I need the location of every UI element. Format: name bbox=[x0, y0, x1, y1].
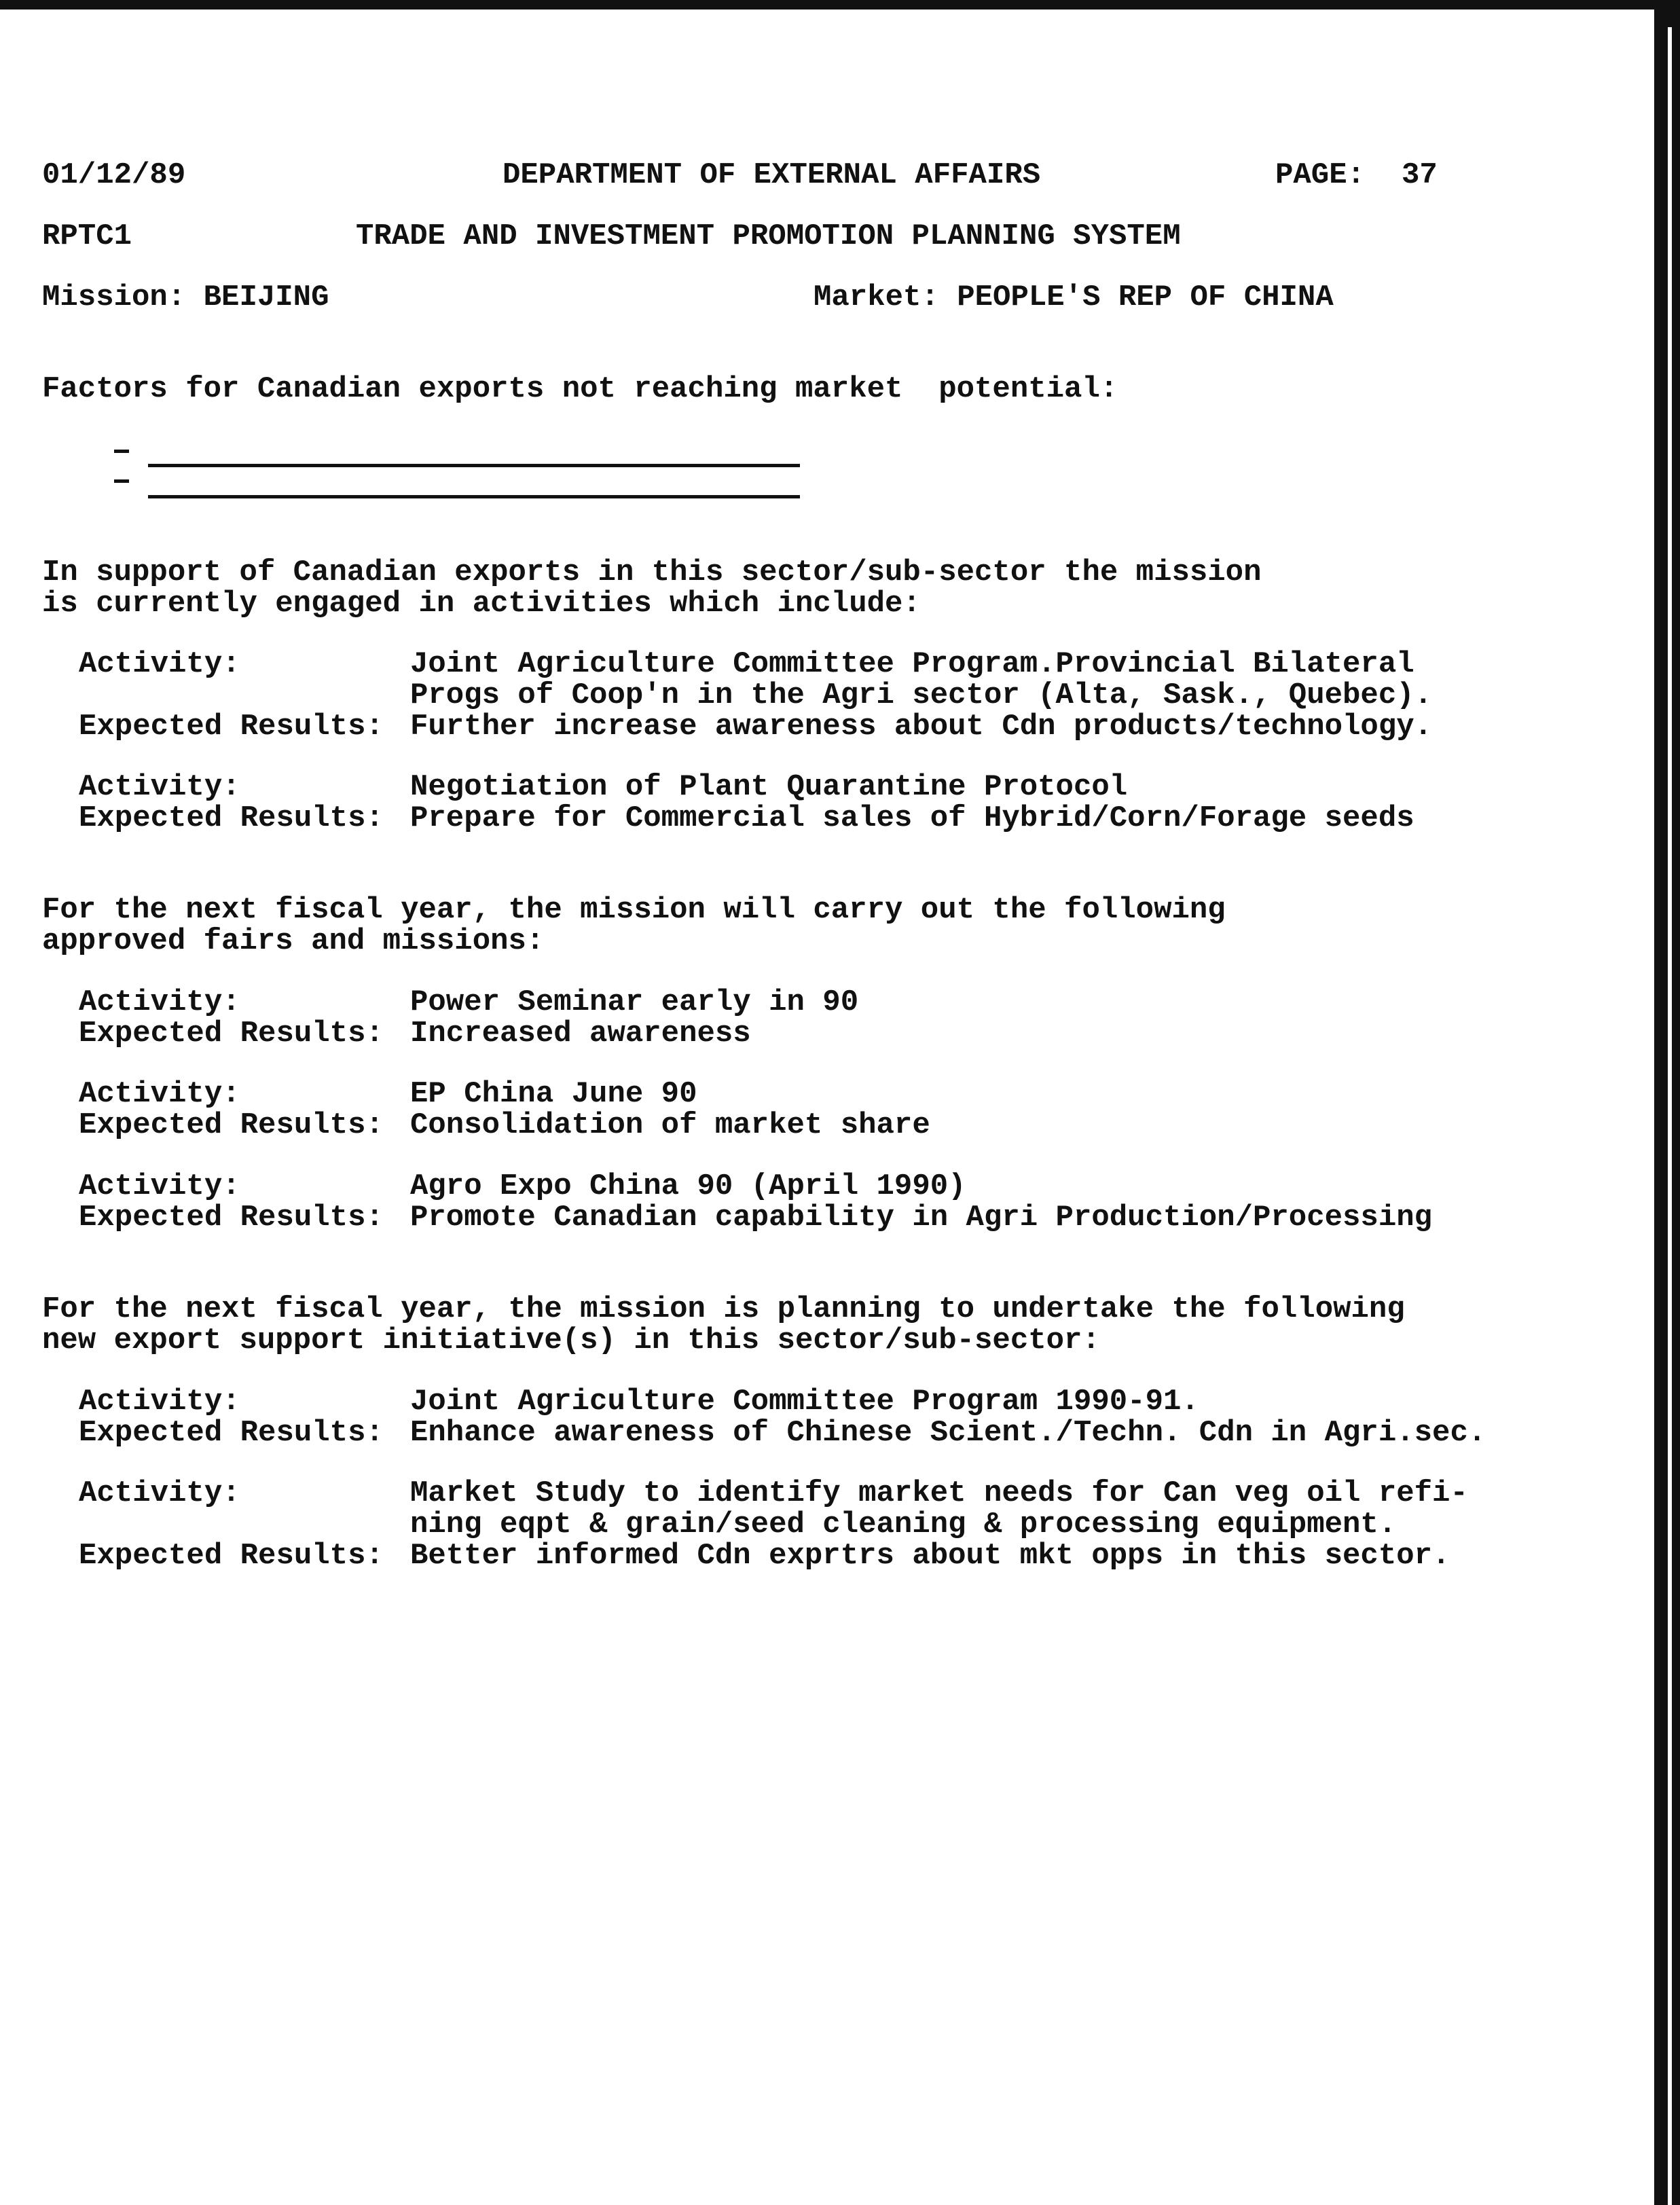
expected-results-text: Better informed Cdn exprtrs about mkt opps in this sector. bbox=[410, 1539, 1450, 1573]
factors-heading: Factors for Canadian exports not reaching market potential: bbox=[42, 372, 1118, 406]
expected-results-text: Increased awareness bbox=[410, 1017, 751, 1051]
activity-label: Activity: bbox=[79, 647, 240, 681]
activity-text-continued: ning eqpt & grain/seed cleaning & processing equipment. bbox=[410, 1508, 1397, 1542]
expected-results-label: Expected Results: bbox=[79, 1416, 384, 1450]
activity-label: Activity: bbox=[79, 1077, 240, 1111]
right-binding-gap bbox=[1668, 27, 1672, 2205]
expected-results-label: Expected Results: bbox=[79, 710, 384, 744]
right-binding-edge bbox=[1654, 0, 1680, 2205]
activity-text: Negotiation of Plant Quarantine Protocol bbox=[410, 770, 1128, 804]
expected-results-text: Enhance awareness of Chinese Scient./Techn. Cdn in Agri.sec. bbox=[410, 1416, 1486, 1450]
activity-label: Activity: bbox=[79, 1385, 240, 1419]
activity-text: Joint Agriculture Committee Program 1990-91. bbox=[410, 1385, 1199, 1419]
expected-results-text: Consolidation of market share bbox=[410, 1108, 930, 1142]
new-initiatives-intro-line-1: For the next fiscal year, the mission is planning to undertake the following bbox=[42, 1292, 1405, 1326]
mission-field: Mission: BEIJING bbox=[42, 280, 329, 314]
activity-text: Market Study to identify market needs for Can veg oil refi- bbox=[410, 1476, 1468, 1510]
current-activities-intro-line-1: In support of Canadian exports in this sector/sub-sector the mission bbox=[42, 555, 1262, 589]
report-date: 01/12/89 bbox=[42, 158, 186, 192]
factor-blank-line-1 bbox=[148, 464, 800, 467]
department-name: DEPARTMENT OF EXTERNAL AFFAIRS bbox=[503, 158, 1041, 192]
activity-text: EP China June 90 bbox=[410, 1077, 697, 1111]
activity-label: Activity: bbox=[79, 1476, 240, 1510]
factor-blank-line-2 bbox=[148, 495, 800, 498]
page-label: PAGE: bbox=[1275, 158, 1366, 192]
fairs-missions-intro-line-1: For the next fiscal year, the mission will carry out the following bbox=[42, 893, 1226, 927]
fairs-missions-intro-line-2: approved fairs and missions: bbox=[42, 924, 545, 958]
expected-results-label: Expected Results: bbox=[79, 1017, 384, 1051]
market-field: Market: PEOPLE'S REP OF CHINA bbox=[814, 280, 1334, 314]
activity-text: Joint Agriculture Committee Program.Provincial Bilateral bbox=[410, 647, 1414, 681]
current-activities-intro-line-2: is currently engaged in activities which include: bbox=[42, 587, 921, 621]
new-initiatives-intro-line-2: new export support initiative(s) in this sector/sub-sector: bbox=[42, 1324, 1100, 1357]
expected-results-label: Expected Results: bbox=[79, 1201, 384, 1235]
factor-bullet-1 bbox=[114, 450, 129, 453]
report-code: RPTC1 bbox=[42, 219, 132, 253]
activity-text: Power Seminar early in 90 bbox=[410, 985, 859, 1019]
activity-text-continued: Progs of Coop'n in the Agri sector (Alta, Sask., Quebec). bbox=[410, 678, 1433, 712]
top-border bbox=[0, 0, 1680, 10]
activity-label: Activity: bbox=[79, 985, 240, 1019]
expected-results-text: Further increase awareness about Cdn products/technology. bbox=[410, 710, 1433, 744]
activity-label: Activity: bbox=[79, 770, 240, 804]
expected-results-text: Promote Canadian capability in Agri Production/Processing bbox=[410, 1201, 1433, 1235]
expected-results-label: Expected Results: bbox=[79, 801, 384, 835]
activity-text: Agro Expo China 90 (April 1990) bbox=[410, 1169, 966, 1203]
system-title: TRADE AND INVESTMENT PROMOTION PLANNING SYSTEM bbox=[356, 219, 1181, 253]
expected-results-label: Expected Results: bbox=[79, 1539, 384, 1573]
factor-bullet-2 bbox=[114, 479, 129, 483]
expected-results-label: Expected Results: bbox=[79, 1108, 384, 1142]
activity-label: Activity: bbox=[79, 1169, 240, 1203]
expected-results-text: Prepare for Commercial sales of Hybrid/Corn/Forage seeds bbox=[410, 801, 1414, 835]
page-number: 37 bbox=[1402, 158, 1438, 192]
